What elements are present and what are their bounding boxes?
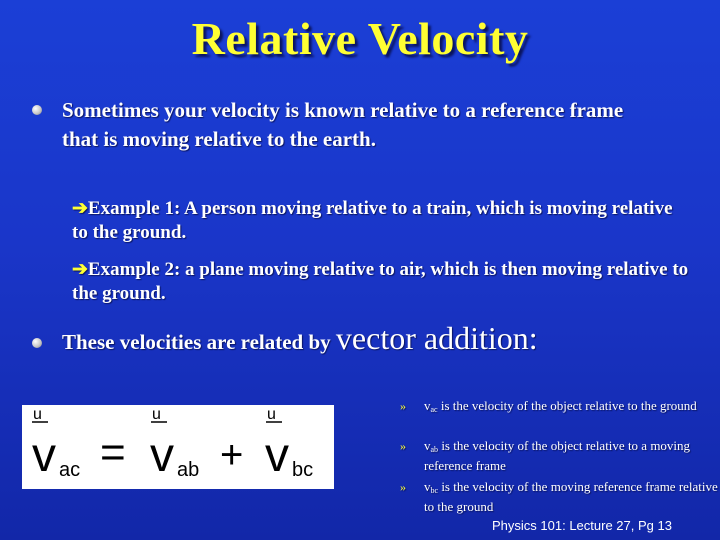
arrow-right-icon: ➔ — [72, 198, 88, 219]
vector-addition-emphasis: vector addition — [335, 320, 529, 356]
eq-lhs-sub: ac — [59, 459, 81, 481]
eq-equals: = — [100, 428, 126, 477]
eq-t2-v: v — [265, 429, 289, 482]
note-v: v — [424, 438, 431, 453]
note-desc: is the velocity of the object relative to a moving reference frame — [424, 438, 691, 473]
note-sub: ab — [430, 445, 439, 454]
note-marker-icon: » — [400, 439, 406, 453]
note-sub: ac — [430, 405, 438, 414]
vector-mark-1: u — [33, 406, 42, 423]
eq-t1-sub: ab — [177, 459, 200, 481]
note-desc: is the velocity of the moving reference frame relative to the ground — [424, 479, 718, 514]
note-desc: is the velocity of the object relative to the ground — [437, 398, 697, 413]
note-v: v — [424, 398, 431, 413]
bullet-dot-icon — [32, 105, 42, 115]
vector-mark-2: u — [152, 406, 161, 423]
note-marker-icon: » — [400, 399, 406, 413]
note-vac — [400, 398, 718, 432]
note-vab-text — [424, 438, 718, 474]
eq-t2-sub: bc — [292, 459, 314, 481]
arrow-right-icon: ➔ — [72, 259, 88, 280]
sub-bullet-1-text: Example 1: A person moving relative to a train, which is moving relative to the ground. — [72, 198, 673, 243]
note-vbc — [400, 479, 718, 513]
bullet-2-colon: : — [528, 320, 538, 356]
bullet-dot-icon — [32, 338, 42, 348]
eq-t1-v: v — [150, 429, 174, 482]
note-v: v — [424, 479, 431, 494]
note-vbc-text — [424, 479, 718, 515]
note-marker-icon: » — [400, 480, 406, 494]
note-sub: bc — [430, 486, 439, 495]
bullet-1-text: Sometimes your velocity is known relative to a reference frame that is moving relative to the earth. — [62, 98, 624, 151]
eq-plus: + — [220, 433, 244, 477]
bullet-2-lead: These velocities are related by — [62, 330, 331, 354]
note-vac-text — [424, 398, 718, 418]
vector-addition-equation — [22, 405, 334, 489]
equation-box — [22, 405, 334, 489]
sub-bullet-2 — [72, 258, 692, 306]
vector-mark-3: u — [267, 406, 276, 423]
slide-title: Relative Velocity — [191, 13, 529, 64]
slide-footer: Physics 101: Lecture 27, Pg 13 — [492, 518, 672, 533]
sub-bullet-1 — [72, 197, 692, 245]
eq-lhs-v: v — [32, 429, 56, 482]
sub-bullet-2-text: Example 2: a plane moving relative to air, which is then moving relative to the ground. — [72, 259, 689, 304]
bullet-2-text — [62, 320, 702, 357]
note-vab — [400, 438, 718, 472]
